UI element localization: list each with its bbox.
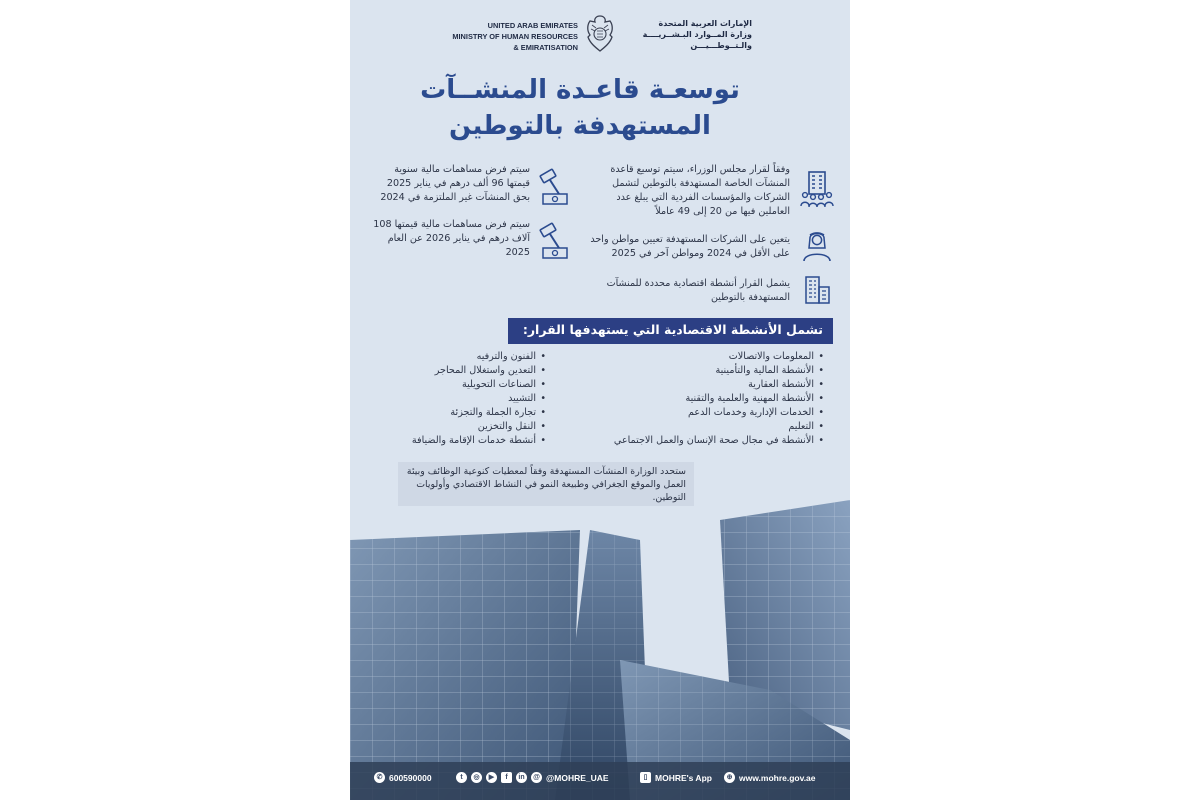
list-item: • التعدين واستغلال المحاجر [386,364,546,378]
gavel-money-icon [535,220,571,260]
title-line: المستهدفة بالتوطين [449,111,711,141]
website-url: www.mohre.gov.ae [739,772,816,783]
list-item: • التشييد [386,392,546,406]
list-item: • الخدمات الإدارية وخدمات الدعم [590,406,824,420]
falcon-emblem-icon [583,13,617,55]
list-item: • الأنشطة العقارية [590,378,824,392]
org-line: والـتــوطـــيـــن [690,41,752,50]
info-text: سيتم فرض مساهمات مالية قيمتها 108 آلاف درهم في يناير 2026 عن العام 2025 [373,219,530,258]
footer-app[interactable] [640,772,712,783]
list-item: • الأنشطة المهنية والعلمية والتقنية [590,392,824,406]
list-item: • أنشطة خدمات الإقامة والضيافة [386,434,546,448]
activities-list-left [386,350,546,448]
footer [350,766,850,790]
note-box: ستحدد الوزارة المنشآت المستهدفة وفقاً لمعطيات كنوعية الوظائف وبيئة العمل والموقع الجغرافي وطبيعة النمو في النشاط الاقتصادي وأولويات التوطين. [398,462,694,506]
list-item: • تجارة الجملة والتجزئة [386,406,546,420]
app-label: MOHRE's App [655,772,712,783]
mobile-app-icon: ▯ [640,772,651,783]
instagram-icon[interactable]: ◎ [471,772,482,783]
org-line: الإمارات العربية المتحدة [658,19,752,28]
org-line: UNITED ARAB EMIRATES [487,21,578,30]
list-item: • الأنشطة المالية والتأمينية [590,364,824,378]
social-handle[interactable]: @MOHRE_UAE [546,772,609,783]
org-line: MINISTRY OF HUMAN RESOURCES [452,32,578,41]
info-text: وفقاً لقرار مجلس الوزراء، سيتم توسيع قاعدة المنشآت الخاصة المستهدفة بالتوطين لتشمل الشركات والمؤسسات الفردية التي يبلغ عدد العاملين فيها من 20 إلى 49 عاملاً [610,164,790,217]
facebook-icon[interactable]: f [501,772,512,783]
office-tower-icon [801,273,833,305]
gavel-money-icon [535,166,571,206]
list-item: • الصناعات التحويلية [386,378,546,392]
phone-icon: ✆ [374,772,385,783]
phone-number: 600590000 [389,772,432,783]
activities-list-right [590,350,824,448]
list-item: • الأنشطة في مجال صحة الإنسان والعمل الاجتماعي [590,434,824,448]
list-item: • التعليم [590,420,824,434]
activities-banner: تشمل الأنشطة الاقتصادية التي يستهدفها القرار: [508,318,833,344]
skyline-photo [350,500,850,800]
page-title [390,72,770,144]
youtube-icon[interactable]: ▶ [486,772,497,783]
linkedin-icon[interactable]: in [516,772,527,783]
poster [350,0,850,800]
info-text: يتعين على الشركات المستهدفة تعيين مواطن واحد على الأقل في 2024 ومواطن آخر في 2025 [590,234,790,259]
footer-phone[interactable] [374,772,432,783]
org-name-arabic [620,18,752,51]
footer-website[interactable] [724,772,816,783]
threads-icon[interactable]: @ [531,772,542,783]
list-item: • الفنون والترفيه [386,350,546,364]
emirati-citizen-icon [801,228,833,262]
org-line: & EMIRATISATION [513,43,578,52]
list-item: • المعلومات والاتصالات [590,350,824,364]
info-text: يشمل القرار أنشطة اقتصادية محددة للمنشآت المستهدفة بالتوطين [606,278,790,303]
twitter-icon[interactable]: t [456,772,467,783]
list-item: • النقل والتخزين [386,420,546,434]
social-icons [456,772,609,783]
org-name-english [446,20,578,53]
company-building-icon [799,170,835,208]
org-line: وزارة المــوارد البـشــريــــة [642,30,752,39]
globe-icon: ⊕ [724,772,735,783]
title-line: توسعـة قاعـدة المنشــآت [420,75,740,105]
info-text: سيتم فرض مساهمات مالية سنوية قيمتها 96 ألف درهم في يناير 2025 بحق المنشآت غير الملتزمة في 2024 [380,164,530,203]
